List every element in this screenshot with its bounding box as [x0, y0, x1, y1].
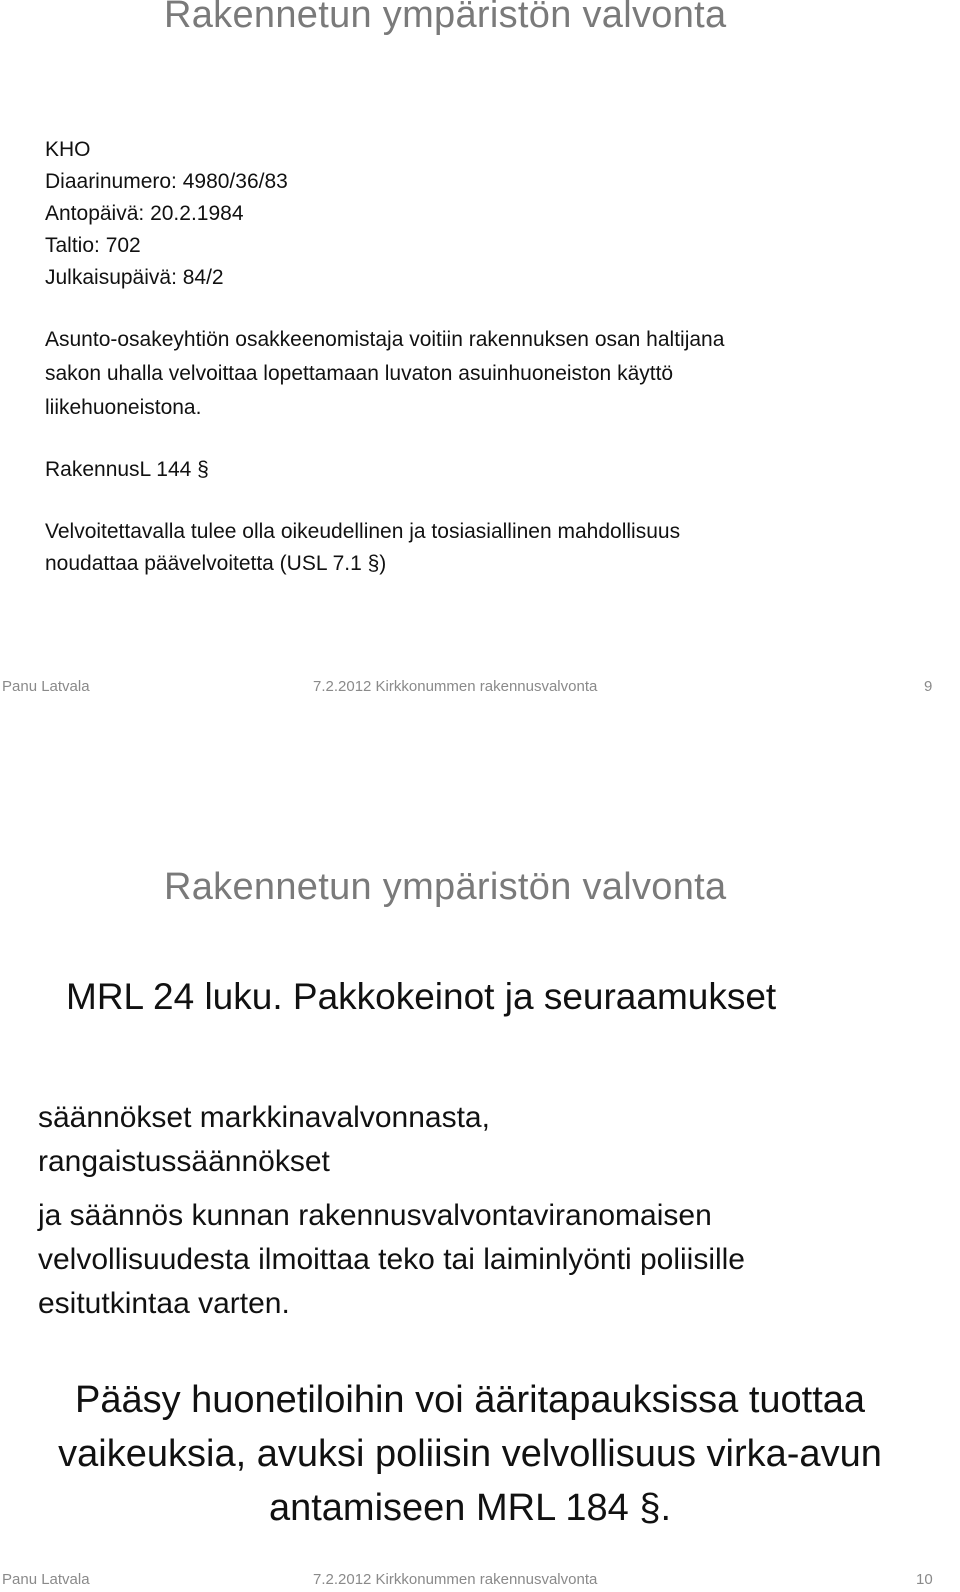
case-record: Taltio: 702: [45, 234, 141, 257]
footer-page-number: 10: [916, 1571, 933, 1588]
case-published: Julkaisupäivä: 84/2: [45, 266, 224, 289]
slide-9-title: Rakennetun ympäristön valvonta: [164, 0, 727, 36]
body-line: velvollisuudesta ilmoittaa teko tai laiminlyönti poliisille: [38, 1243, 745, 1276]
obligation-line: Velvoitettavalla tulee olla oikeudellinen ja tosiasiallinen mahdollisuus: [45, 520, 681, 543]
footer-page-number: 9: [924, 678, 933, 695]
closing-line: Pääsy huonetiloihin voi ääritapauksissa tuottaa: [74, 1379, 866, 1421]
footer-author: Panu Latvala: [2, 1571, 90, 1588]
closing-line: antamiseen MRL 184 §.: [268, 1487, 672, 1529]
footer-center: 7.2.2012 Kirkkonummen rakennusvalvonta: [313, 678, 598, 695]
closing-line: vaikeuksia, avuksi poliisin velvollisuus virka-avun: [58, 1433, 882, 1475]
summary-line: sakon uhalla velvoittaa lopettamaan luvaton asuinhuoneiston käyttö: [45, 362, 674, 385]
body-line: esitutkintaa varten.: [38, 1287, 290, 1320]
case-date: Antopäivä: 20.2.1984: [45, 202, 244, 225]
body-line: säännökset markkinavalvonnasta,: [38, 1101, 490, 1134]
summary-line: Asunto-osakeyhtiön osakkeenomistaja voitiin rakennuksen osan haltijana: [45, 328, 725, 351]
slide-10-title: Rakennetun ympäristön valvonta: [164, 866, 727, 908]
body-line: ja säännös kunnan rakennusvalvontaviranomaisen: [38, 1199, 712, 1232]
obligation-line: noudattaa päävelvoitetta (USL 7.1 §): [45, 552, 387, 575]
section-heading: MRL 24 luku. Pakkokeinot ja seuraamukset: [66, 976, 777, 1017]
footer-author: Panu Latvala: [2, 678, 90, 695]
body-line: rangaistussäännökset: [38, 1145, 330, 1178]
law-reference: RakennusL 144 §: [45, 458, 209, 481]
footer-center: 7.2.2012 Kirkkonummen rakennusvalvonta: [313, 1571, 598, 1588]
summary-line: liikehuoneistona.: [45, 396, 202, 419]
case-diary-number: Diaarinumero: 4980/36/83: [45, 170, 288, 193]
case-court: KHO: [45, 138, 91, 161]
